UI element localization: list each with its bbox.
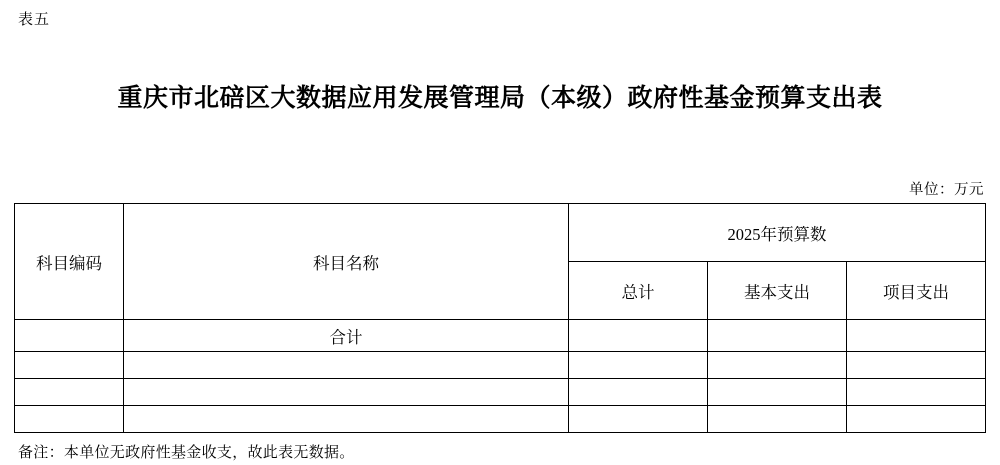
- cell-total: [569, 320, 708, 352]
- column-header-basic: 基本支出: [708, 262, 847, 320]
- cell-code: [15, 320, 124, 352]
- cell-name: [124, 406, 569, 433]
- table-row: [15, 379, 986, 406]
- cell-name: [124, 379, 569, 406]
- table-row: [15, 406, 986, 433]
- column-header-name: 科目名称: [124, 204, 569, 320]
- column-header-code: 科目编码: [15, 204, 124, 320]
- table-header: [15, 204, 986, 320]
- cell-basic: [708, 352, 847, 379]
- form-number-label: 表五: [18, 12, 51, 28]
- column-header-project: 项目支出: [847, 262, 986, 320]
- table-row: [15, 320, 986, 352]
- unit-note: 单位：万元: [909, 182, 984, 198]
- cell-code: [15, 352, 124, 379]
- budget-table: [14, 203, 986, 433]
- cell-total: [569, 406, 708, 433]
- cell-basic: [708, 406, 847, 433]
- cell-total: [569, 379, 708, 406]
- cell-project: [847, 379, 986, 406]
- table-row: [15, 352, 986, 379]
- column-header-year-group: 2025年预算数: [569, 204, 986, 262]
- cell-code: [15, 406, 124, 433]
- footnote: 备注：本单位无政府性基金收支，故此表无数据。: [18, 445, 355, 461]
- cell-project: [847, 406, 986, 433]
- table-header-row-1: [15, 204, 986, 262]
- cell-basic: [708, 320, 847, 352]
- cell-project: [847, 320, 986, 352]
- page-title: 重庆市北碚区大数据应用发展管理局（本级）政府性基金预算支出表: [117, 85, 883, 112]
- table-body: [15, 320, 986, 433]
- cell-name: 合计: [124, 320, 569, 352]
- cell-name: [124, 352, 569, 379]
- cell-basic: [708, 379, 847, 406]
- column-header-total: 总计: [569, 262, 708, 320]
- cell-code: [15, 379, 124, 406]
- cell-total: [569, 352, 708, 379]
- cell-project: [847, 352, 986, 379]
